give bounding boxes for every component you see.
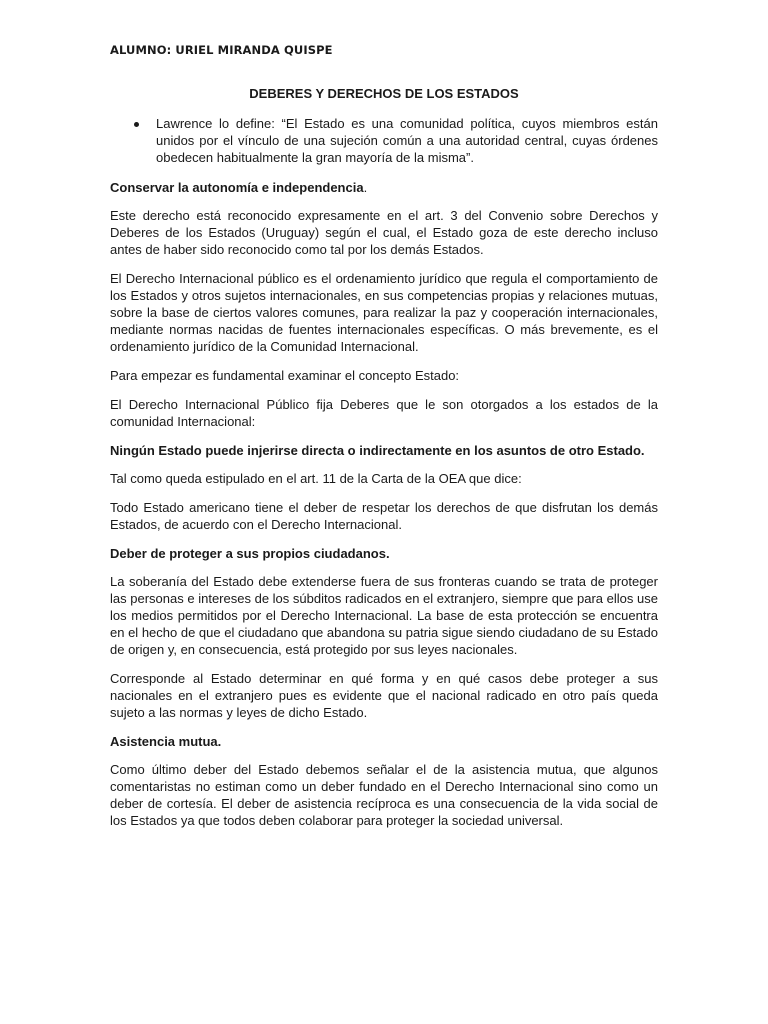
document-body	[110, 115, 658, 841]
paragraph: Todo Estado americano tiene el deber de respetar los derechos de que disfrutan los demás Estados, de acuerdo con el Derecho Internacional.	[110, 500, 658, 532]
paragraph: Corresponde al Estado determinar en qué forma y en qué casos debe proteger a sus nacionales en el extranjero pues es evidente que el nacional radicado en otro país queda sujeto a las normas y leyes de dicho Estado.	[110, 671, 658, 720]
paragraph: Tal como queda estipulado en el art. 11 de la Carta de la OEA que dice:	[110, 471, 522, 486]
section-heading-protect-citizens: Deber de proteger a sus propios ciudadanos.	[110, 546, 390, 561]
paragraph: Como último deber del Estado debemos señalar el de la asistencia mutua, que algunos comentaristas no estiman como un deber fundado en el Derecho Internacional sino como un deber de cortesía. El deber de asistencia recíproca es una consecuencia de la vida social de los Estados ya que todos deben colaborar para proteger la sociedad universal.	[110, 762, 658, 828]
paragraph: La soberanía del Estado debe extenderse fuera de sus fronteras cuando se trata de proteger las personas e intereses de los súbditos radicados en el extranjero, siempre que para ellos use los medios permitidos por el Derecho Internacional. La base de esta protección se encuentra en el hecho de que el ciudadano que abandona su patria sigue siendo ciudadano de su Estado de origen y, en consecuencia, está protegido por sus leyes nacionales.	[110, 574, 658, 657]
paragraph: Este derecho está reconocido expresamente en el art. 3 del Convenio sobre Derechos y Deberes de los Estados (Uruguay) según el cual, el Estado goza de este derecho incluso antes de haber sido reconocido como tal por los demás Estados.	[110, 208, 658, 257]
student-name-header: ALUMNO: URIEL MIRANDA QUISPE	[110, 43, 333, 57]
document-page	[110, 0, 658, 1024]
paragraph: El Derecho Internacional público es el ordenamiento jurídico que regula el comportamiento de los Estados y otros sujetos internacionales, en sus competencias propias y relaciones mutuas, sobre la base de ciertos valores comunes, para realizar la paz y cooperación internacionales, mediante normas nacidas de fuentes internacionales específicas. O más brevemente, es el ordenamiento jurídico de la Comunidad Internacional.	[110, 271, 658, 354]
section-heading-mutual-assistance: Asistencia mutua.	[110, 734, 222, 749]
section-heading-non-intervention: Ningún Estado puede injerirse directa o indirectamente en los asuntos de otro Estado.	[110, 443, 645, 458]
section-heading-autonomy	[110, 179, 658, 196]
document-title: DEBERES Y DERECHOS DE LOS ESTADOS	[249, 86, 519, 101]
heading-tail: .	[363, 180, 368, 195]
definition-bullet	[110, 115, 658, 166]
bullet-text: Lawrence lo define: “El Estado es una comunidad política, cuyos miembros están unidos por el vínculo de una sujeción común a una autoridad central, cuyas órdenes obedecen habitualmente la gran mayoría de la misma”.	[156, 116, 658, 165]
paragraph: Para empezar es fundamental examinar el concepto Estado:	[110, 368, 460, 383]
heading-text: Conservar la autonomía e independencia	[110, 180, 364, 195]
bullet-dot-icon	[134, 122, 139, 127]
paragraph: El Derecho Internacional Público fija Deberes que le son otorgados a los estados de la comunidad Internacional:	[110, 397, 658, 429]
